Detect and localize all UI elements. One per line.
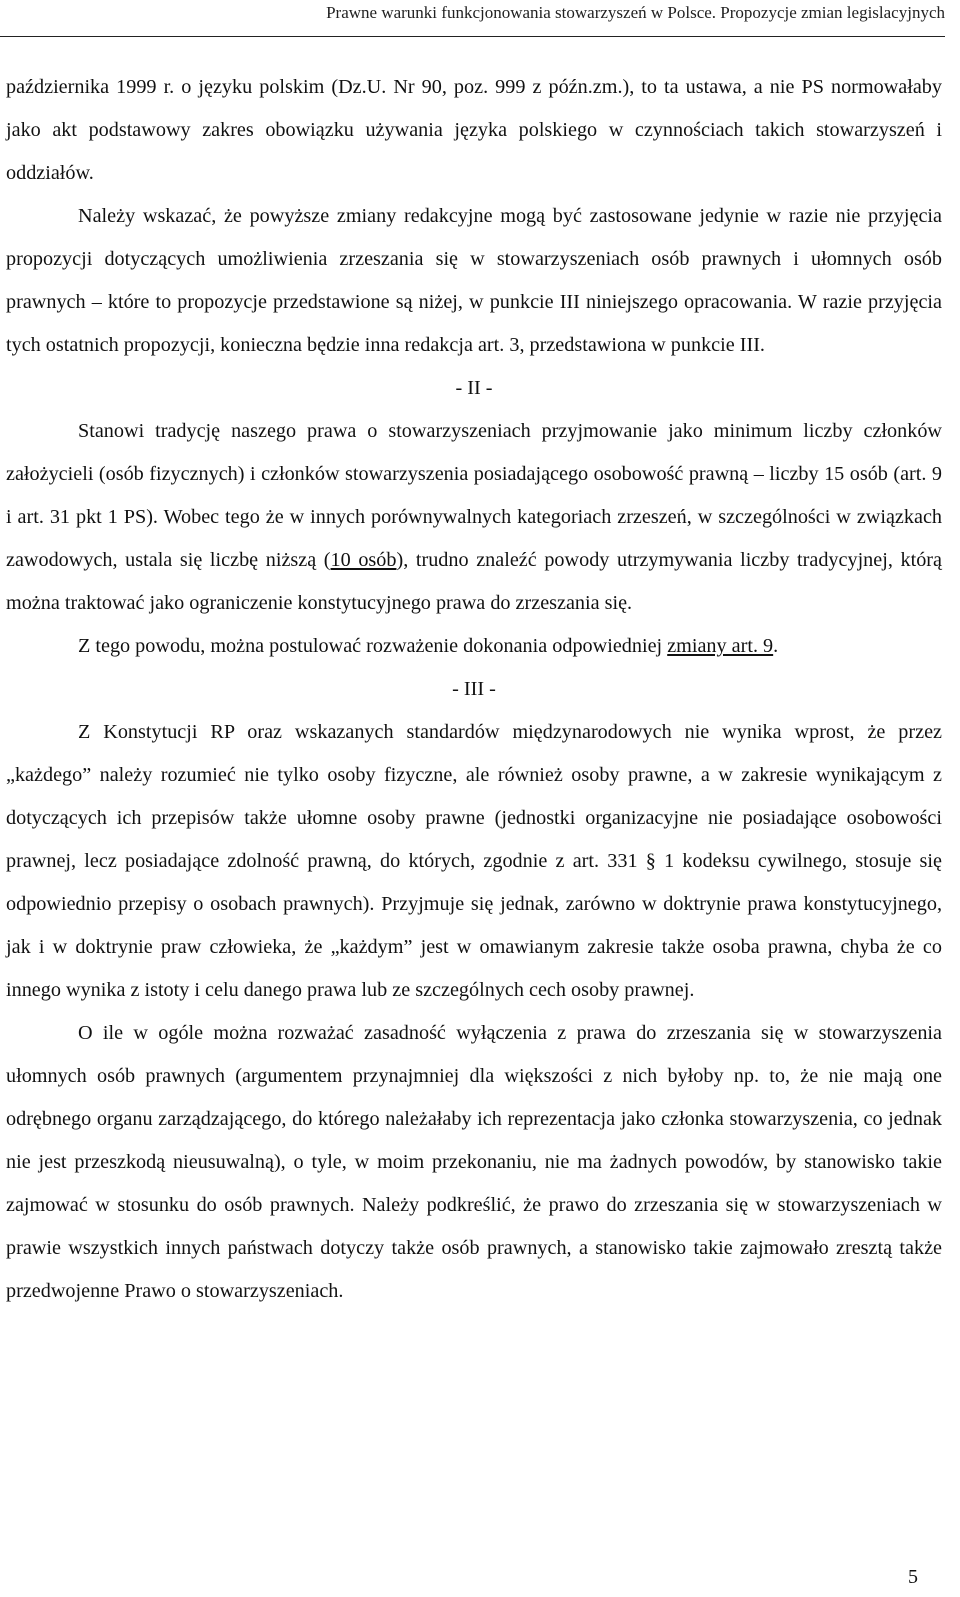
underlined-text: zmiany art. 9 [667, 635, 774, 657]
section-heading-ii: - II - [455, 377, 493, 399]
paragraph-postulate [6, 625, 942, 668]
page-number: 5 [908, 1566, 918, 1588]
paragraph-member-count [6, 410, 942, 625]
text-run: Stanowi tradycję naszego prawa o stowarzyszeniach przyjmowanie jako minimum liczby członków założycieli (osób fizycznych) i członków stowarzyszenia posiadającego osobowość prawną – liczby 15 osób (art. 9 i art. 31 pkt 1 PS). Wobec tego że w innych porównywalnych kategoriach zrzeszeń, w szczególności w związkach zawodowych, ustala się liczbę niższą ( [6, 420, 942, 571]
paragraph-legal-persons: O ile w ogóle można rozważać zasadność wyłączenia z prawa do zrzeszania się w stowarzyszenia ułomnych osób prawnych (argumentem przynajmniej dla większości z nich byłoby np. to, że nie mają one odrębnego organu zarządzającego, do którego należałaby ich reprezentacja jako członka stowarzyszenia, co jednak nie jest przeszkodą nieusuwalną), o tyle, w moim przekonaniu, nie ma żadnych powodów, by stanowisko takie zajmować w stosunku do osób prawnych. Należy podkreślić, że prawo do zrzeszania się w stowarzyszeniach w prawie wszystkich innych państwach dotyczy także osób prawnych, a stanowisko takie zajmowało zresztą także przedwojenne Prawo o stowarzyszeniach. [6, 1022, 942, 1302]
running-header [0, 0, 945, 37]
text-run: ), trudno znaleźć powody utrzymywania liczby tradycyjnej, którą można traktować jako ograniczenie konstytucyjnego prawa do zrzeszania się. [6, 549, 942, 614]
paragraph-redaction-note: Należy wskazać, że powyższe zmiany redakcyjne mogą być zastosowane jedynie w razie nie przyjęcia propozycji dotyczących umożliwienia zrzeszania się w stowarzyszeniach osób prawnych i ułomnych osób prawnych – które to propozycje przedstawione są niżej, w punkcie III niniejszego opracowania. W razie przyjęcia tych ostatnich propozycji, konieczna będzie inna redakcja art. 3, przedstawiona w punkcie III. [6, 205, 942, 356]
paragraph-continuation: października 1999 r. o języku polskim (Dz.U. Nr 90, poz. 999 z późn.zm.), to ta ustawa, a nie PS normowałaby jako akt podstawowy zakres obowiązku używania języka polskiego w czynnościach takich stowarzyszeń i oddziałów. [6, 76, 942, 184]
text-run: . [773, 635, 779, 657]
document-body [6, 66, 942, 1313]
underlined-text: 10 osób [330, 549, 397, 571]
section-heading-iii: - III - [452, 678, 496, 700]
running-title: Prawne warunki funkcjonowania stowarzyszeń w Polsce. Propozycje zmian legislacyjnych [326, 3, 945, 22]
paragraph-constitution: Z Konstytucji RP oraz wskazanych standardów międzynarodowych nie wynika wprost, że przez „każdego” należy rozumieć nie tylko osoby fizyczne, ale również osoby prawne, a w zakresie wynikającym z dotyczących ich przepisów także ułomne osoby prawne (jednostki organizacyjne nie posiadające osobowości prawnej, lecz posiadające zdolność prawną, do których, zgodnie z art. 331 § 1 kodeksu cywilnego, stosuje się odpowiednio przepisy o osobach prawnych). Przyjmuje się jednak, zarówno w doktrynie prawa konstytucyjnego, jak i w doktrynie praw człowieka, że „każdym” jest w omawianym zakresie także osoba prawna, chyba że co innego wynika z istoty i celu danego prawa lub ze szczególnych cech osoby prawnej. [6, 721, 942, 1001]
text-run: Z tego powodu, można postulować rozważenie dokonania odpowiedniej [78, 635, 668, 657]
